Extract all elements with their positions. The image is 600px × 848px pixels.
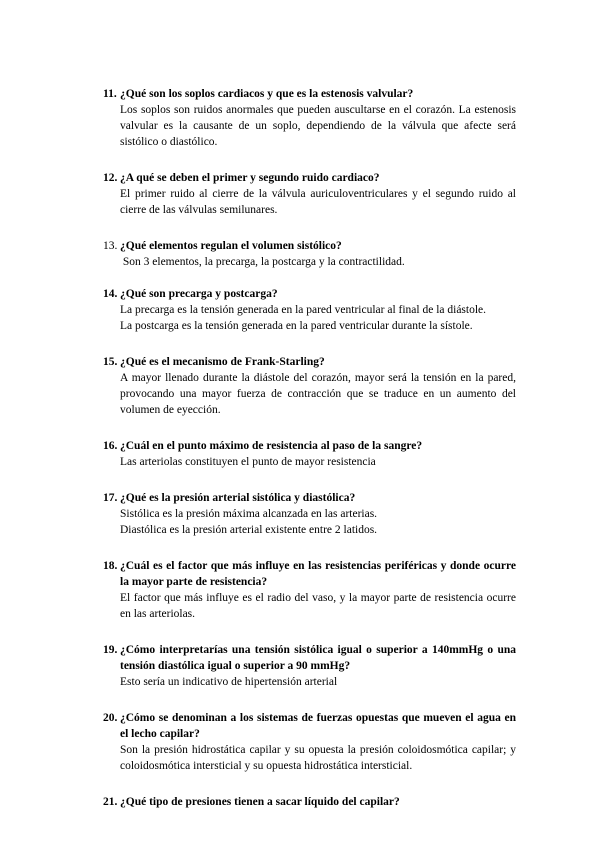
answer-text bbox=[120, 742, 516, 774]
answer-text bbox=[120, 454, 516, 470]
question-number: 16. bbox=[103, 440, 118, 452]
question-list bbox=[103, 86, 516, 830]
question-number: 15. bbox=[103, 356, 118, 368]
question-text: ¿Qué son precarga y postcarga? bbox=[120, 288, 278, 300]
answer-paragraph: La postcarga es la tensión generada en la pared ventricular durante la sístole. bbox=[120, 320, 473, 332]
question-number: 21. bbox=[103, 796, 118, 808]
answer-paragraph: A mayor llenado durante la diástole del corazón, mayor será la tensión en la pared, provocando una mayor fuerza de contracción que se traduce en un aumento del volumen de eyección. bbox=[120, 372, 516, 416]
question-item-12 bbox=[103, 170, 516, 218]
answer-text bbox=[120, 254, 516, 270]
answer-text bbox=[120, 674, 516, 690]
question-number: 20. bbox=[103, 712, 118, 724]
question-text: ¿Qué son los soplos cardiacos y que es la estenosis valvular? bbox=[120, 88, 414, 100]
answer-text bbox=[120, 186, 516, 218]
answer-paragraph: Los soplos son ruidos anormales que pueden auscultarse en el corazón. La estenosis valvular es la causante de un soplo, dependiendo de la válvula que afecte será sistólico o diastólico. bbox=[120, 104, 516, 148]
question-text: ¿Qué elementos regulan el volumen sistólico? bbox=[120, 240, 342, 252]
question-number: 19. bbox=[103, 644, 118, 656]
question-number: 14. bbox=[103, 288, 118, 300]
question-text: ¿Qué es el mecanismo de Frank-Starling? bbox=[120, 356, 325, 368]
question-item-21 bbox=[103, 794, 516, 810]
question-number: 13. bbox=[103, 240, 118, 252]
answer-paragraph: La precarga es la tensión generada en la pared ventricular al final de la diástole. bbox=[120, 304, 487, 316]
question-number: 18. bbox=[103, 560, 118, 572]
answer-text bbox=[120, 590, 516, 622]
question-item-19 bbox=[103, 642, 516, 690]
answer-paragraph: El factor que más influye es el radio del vaso, y la mayor parte de resistencia ocurre en las arteriolas. bbox=[120, 592, 516, 620]
answer-paragraph: Esto sería un indicativo de hipertensión arterial bbox=[120, 676, 338, 688]
answer-text bbox=[120, 302, 516, 334]
question-text: ¿Cómo interpretarías una tensión sistólica igual o superior a 140mmHg o una tensión diastólica igual o superior a 90 mmHg? bbox=[120, 644, 516, 672]
question-text: ¿Cuál en el punto máximo de resistencia al paso de la sangre? bbox=[120, 440, 423, 452]
question-number: 11. bbox=[103, 88, 117, 100]
question-item-15 bbox=[103, 354, 516, 418]
answer-text bbox=[120, 102, 516, 150]
answer-paragraph: Son la presión hidrostática capilar y su opuesta la presión coloidosmótica capilar; y coloidosmótica intersticial y su opuesta hidrostática intersticial. bbox=[120, 744, 516, 772]
question-text: ¿Qué es la presión arterial sistólica y diastólica? bbox=[120, 492, 356, 504]
question-item-11 bbox=[103, 86, 516, 150]
question-number: 17. bbox=[103, 492, 118, 504]
question-item-18 bbox=[103, 558, 516, 622]
question-item-14 bbox=[103, 286, 516, 334]
question-text: ¿Cuál es el factor que más influye en las resistencias periféricas y donde ocurre la mayor parte de resistencia? bbox=[120, 560, 516, 588]
answer-paragraph: Diastólica es la presión arterial existente entre 2 latidos. bbox=[120, 524, 378, 536]
question-text: ¿A qué se deben el primer y segundo ruido cardiaco? bbox=[120, 172, 380, 184]
question-item-20 bbox=[103, 710, 516, 774]
question-number: 12. bbox=[103, 172, 118, 184]
answer-paragraph: Son 3 elementos, la precarga, la postcarga y la contractilidad. bbox=[120, 256, 405, 268]
question-item-17 bbox=[103, 490, 516, 538]
question-text: ¿Qué tipo de presiones tienen a sacar líquido del capilar? bbox=[120, 796, 400, 808]
answer-paragraph: Sistólica es la presión máxima alcanzada en las arterias. bbox=[120, 508, 378, 520]
answer-paragraph: Las arteriolas constituyen el punto de mayor resistencia bbox=[120, 456, 376, 468]
answer-paragraph: El primer ruido al cierre de la válvula auriculoventriculares y el segundo ruido al cierre de las válvulas semilunares. bbox=[120, 188, 516, 216]
question-item-13 bbox=[103, 238, 516, 270]
question-item-16 bbox=[103, 438, 516, 470]
answer-text bbox=[120, 370, 516, 418]
answer-text bbox=[120, 506, 516, 538]
question-text: ¿Cómo se denominan a los sistemas de fuerzas opuestas que mueven el agua en el lecho capilar? bbox=[120, 712, 516, 740]
